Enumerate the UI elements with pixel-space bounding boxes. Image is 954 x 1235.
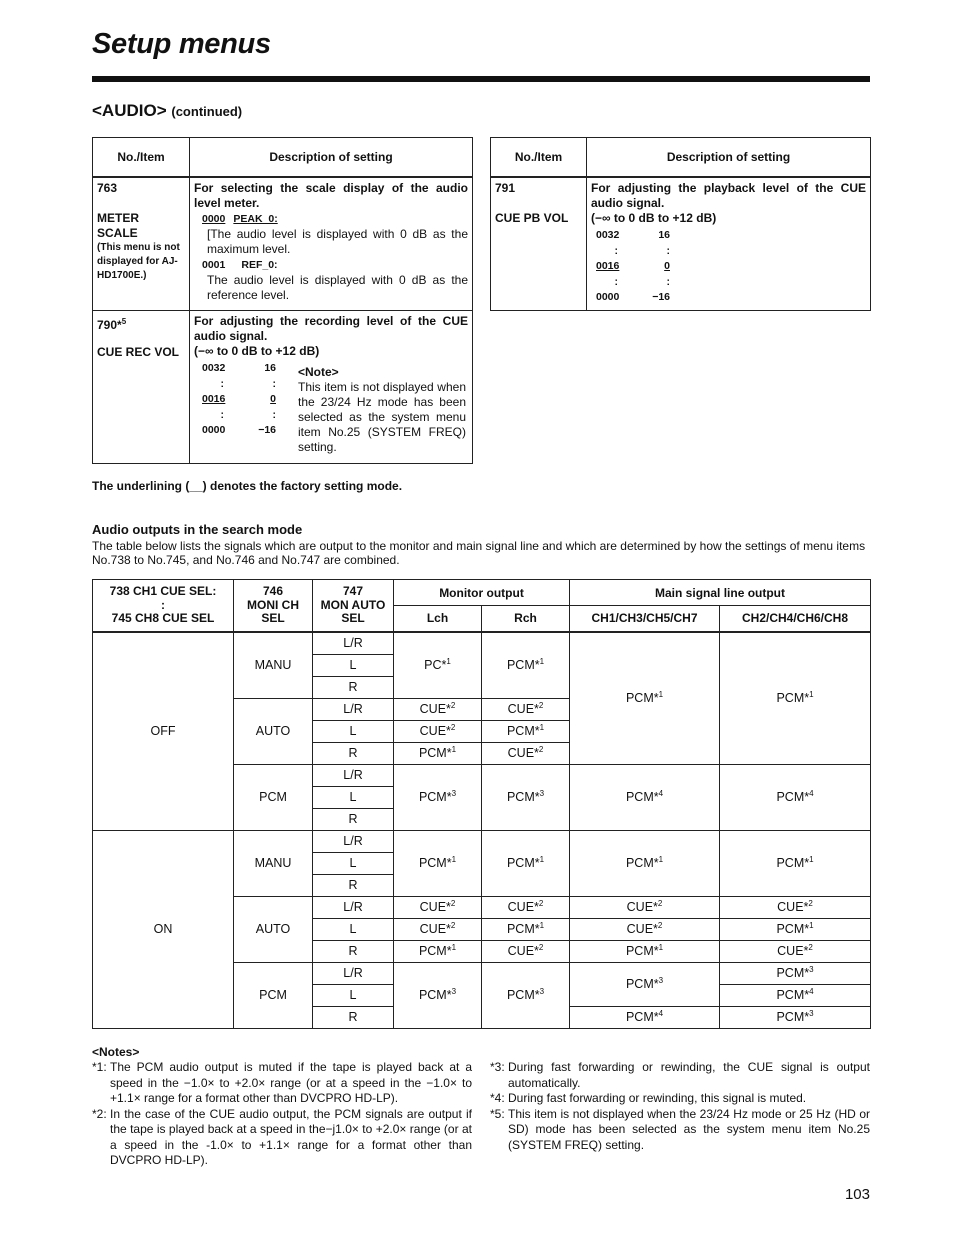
table-row-790 — [93, 311, 473, 464]
mon-auto-value: L — [313, 852, 394, 874]
option-name: PEAK_0: — [233, 213, 278, 225]
item-number: 791 — [495, 181, 516, 195]
header-monitor-output: Monitor output — [394, 580, 570, 606]
item-note: (This menu is not displayed for AJ-HD1700E.) — [97, 242, 180, 281]
output-cell: PCM*$^1$ — [570, 940, 720, 962]
item-name: METER — [97, 211, 139, 225]
value-code: 0016 — [596, 260, 620, 272]
output-cell: CUE*$^2$ — [482, 698, 570, 720]
header-moni-ch-sel: 746 MONI CH SEL — [234, 580, 313, 632]
header-ch-odd: CH1/CH3/CH5/CH7 — [570, 606, 720, 632]
mon-auto-value: R — [313, 874, 394, 896]
col-header-item: No./Item — [491, 138, 587, 178]
moni-auto: AUTO — [234, 896, 313, 962]
output-cell: CUE*$^2$ — [394, 918, 482, 940]
mon-auto-value: L/R — [313, 698, 394, 720]
col-header-desc: Description of setting — [587, 138, 871, 178]
right-settings-table — [490, 137, 871, 311]
output-cell: PCM*$^4$ — [570, 1006, 720, 1028]
mon-auto-value: R — [313, 1006, 394, 1028]
value-code: : — [220, 377, 224, 390]
title-rule — [92, 76, 870, 82]
section-suffix: (continued) — [171, 104, 243, 119]
output-cell: PCM*$^1$ — [482, 830, 570, 896]
left-settings-table — [92, 137, 473, 464]
output-cell: CUE*$^2$ — [482, 940, 570, 962]
output-cell: PCM*$^1$ — [720, 830, 871, 896]
value-db: 0 — [270, 393, 276, 405]
cue-sel-on: ON — [93, 830, 234, 1028]
option-code: 0000 — [202, 213, 226, 225]
output-cell: PCM*$^1$ — [570, 830, 720, 896]
value-code: : — [614, 244, 618, 257]
output-cell: PCM*$^1$ — [482, 632, 570, 699]
moni-auto: AUTO — [234, 698, 313, 764]
output-cell: PCM*$^1$ — [482, 720, 570, 742]
page-number: 103 — [844, 1186, 870, 1203]
mon-auto-value: L/R — [313, 830, 394, 852]
value-db: : — [666, 244, 670, 257]
note-5: *5: This item is not displayed when the 23/24 Hz mode or 25 Hz (HD or SD) mode has been selected as the system menu item No.25 (SYSTEM FREQ) setting. — [490, 1106, 870, 1152]
output-cell: PC*$^1$ — [394, 632, 482, 699]
header-ch-even: CH2/CH4/CH6/CH8 — [720, 606, 871, 632]
mon-auto-value: L/R — [313, 896, 394, 918]
output-cell: PCM*$^1$ — [482, 918, 570, 940]
output-cell: PCM*$^1$ — [720, 918, 871, 940]
mon-auto-value: R — [313, 940, 394, 962]
notes — [92, 1045, 870, 1167]
factory-setting-note: The underlining (__) denotes the factory setting mode. — [92, 479, 403, 493]
value-db: : — [272, 377, 276, 390]
setting-description: For selecting the scale display of the audio level meter. — [194, 181, 468, 210]
output-cell: PCM*$^3$ — [394, 764, 482, 830]
setting-range: (−∞ to 0 dB to +12 dB) — [591, 211, 717, 225]
moni-manu: MANU — [234, 632, 313, 699]
notes-heading: <Notes> — [92, 1045, 140, 1059]
header-mon-auto-sel: 747 MON AUTO SEL — [313, 580, 394, 632]
value-code: 0032 — [596, 229, 620, 241]
note-text: This item is not displayed when the 23/24 Hz mode has been selected as the system menu item No.25 (SYSTEM FREQ) setting. — [298, 380, 466, 454]
setting-description: For adjusting the recording level of the CUE audio signal. — [194, 314, 468, 343]
col-header-desc: Description of setting — [190, 138, 473, 178]
note-3: *3: During fast forwarding or rewinding, the CUE signal is output automatically. — [490, 1060, 870, 1090]
option-name: REF_0: — [241, 259, 278, 271]
note-4: *4: During fast forwarding or rewinding, this signal is muted. — [490, 1091, 807, 1105]
mon-auto-value: R — [313, 742, 394, 764]
mon-auto-value: L/R — [313, 962, 394, 984]
subsection-description: The table below lists the signals which are output to the monitor and main signal line and which are determined by how the settings of menu items No.738 to No.745, and No.746 and No.747 are combined. — [92, 539, 866, 567]
output-cell: PCM*$^1$ — [720, 632, 871, 765]
value-code: 0016 — [202, 393, 226, 405]
cue-sel-off: OFF — [93, 632, 234, 831]
page-title: Setup menus — [92, 28, 271, 60]
output-cell: CUE*$^2$ — [570, 896, 720, 918]
header-lch: Lch — [394, 606, 482, 632]
item-name: CUE PB VOL — [495, 211, 569, 225]
output-cell: PCM*$^3$ — [482, 962, 570, 1028]
output-cell: PCM*$^1$ — [394, 742, 482, 764]
table-row-763 — [93, 177, 473, 311]
value-db: 16 — [658, 229, 670, 241]
header-cue-sel: 738 CH1 CUE SEL: : 745 CH8 CUE SEL — [93, 580, 234, 632]
output-cell: CUE*$^2$ — [570, 918, 720, 940]
value-list — [596, 228, 696, 306]
mon-auto-value: L — [313, 654, 394, 676]
value-code: : — [614, 275, 618, 288]
item-name: SCALE — [97, 226, 138, 240]
output-cell: PCM*$^1$ — [394, 830, 482, 896]
subsection-heading: Audio outputs in the search mode — [92, 522, 303, 537]
output-cell: PCM*$^3$ — [720, 1006, 871, 1028]
mon-auto-value: L — [313, 720, 394, 742]
option-text: The audio level is displayed with 0 dB as the reference level. — [207, 273, 468, 302]
col-header-item: No./Item — [93, 138, 190, 178]
output-cell: CUE*$^2$ — [394, 896, 482, 918]
output-cell: CUE*$^2$ — [482, 742, 570, 764]
value-db: 0 — [664, 260, 670, 272]
output-cell: PCM*$^3$ — [394, 962, 482, 1028]
mon-auto-value: R — [313, 808, 394, 830]
output-cell: CUE*$^2$ — [720, 940, 871, 962]
option-text: [The audio level is displayed with 0 dB as the maximum level. — [207, 227, 468, 256]
output-cell: PCM*$^1$ — [394, 940, 482, 962]
note-1: *1: The PCM audio output is muted if the tape is played back at a speed in the −1.0× to +2.0× range (or at a speed in the −1.0× to +1.1× range for a format other than DVCPRO HD-LP). — [92, 1060, 472, 1105]
moni-manu: MANU — [234, 830, 313, 896]
value-db: : — [666, 275, 670, 288]
value-list — [202, 361, 298, 455]
value-db: 16 — [264, 362, 276, 374]
header-rch: Rch — [482, 606, 570, 632]
item-number: 763 — [97, 181, 118, 195]
item-name: CUE REC VOL — [97, 345, 180, 359]
section-heading — [92, 101, 242, 121]
value-code: : — [220, 408, 224, 421]
value-db: −16 — [652, 291, 670, 303]
mon-auto-value: L — [313, 786, 394, 808]
output-cell: PCM*$^3$ — [482, 764, 570, 830]
output-cell: PCM*$^1$ — [570, 632, 720, 765]
item-number-sup: 5 — [121, 317, 127, 326]
setting-description: For adjusting the playback level of the CUE audio signal. — [591, 181, 866, 210]
output-cell: PCM*$^3$ — [570, 962, 720, 1006]
value-code: 0000 — [596, 291, 620, 303]
output-cell: PCM*$^4$ — [720, 984, 871, 1006]
value-db: −16 — [258, 424, 276, 436]
table-row-791 — [491, 177, 871, 311]
output-cell: PCM*$^4$ — [720, 764, 871, 830]
mon-auto-value: L — [313, 984, 394, 1006]
value-code: 0000 — [202, 424, 226, 436]
moni-pcm: PCM — [234, 962, 313, 1028]
output-cell: CUE*$^2$ — [394, 698, 482, 720]
output-cell: CUE*$^2$ — [482, 896, 570, 918]
output-cell: PCM*$^3$ — [720, 962, 871, 984]
section-name: <AUDIO> — [92, 101, 167, 120]
mon-auto-value: L/R — [313, 764, 394, 786]
mon-auto-value: R — [313, 676, 394, 698]
mon-auto-value: L — [313, 918, 394, 940]
output-cell: PCM*$^4$ — [570, 764, 720, 830]
output-cell: CUE*$^2$ — [720, 896, 871, 918]
value-code: 0032 — [202, 362, 226, 374]
header-main-output: Main signal line output — [570, 580, 871, 606]
note-heading: <Note> — [298, 365, 339, 379]
value-db: : — [272, 408, 276, 421]
mon-auto-value: L/R — [313, 632, 394, 655]
audio-output-table — [92, 579, 871, 1029]
setting-range: (−∞ to 0 dB to +12 dB) — [194, 344, 320, 358]
note-2: *2: In the case of the CUE audio output, the PCM signals are output if the tape is played back at a speed in the−j1.0× to +2.0× range (or at a speed in the -1.0× to +1.1× range for a format other than DVCPRO HD-LP). — [92, 1106, 472, 1167]
option-code: 0001 — [202, 259, 226, 271]
output-cell: CUE*$^2$ — [394, 720, 482, 742]
moni-pcm: PCM — [234, 764, 313, 830]
item-number: 790* — [97, 318, 122, 332]
